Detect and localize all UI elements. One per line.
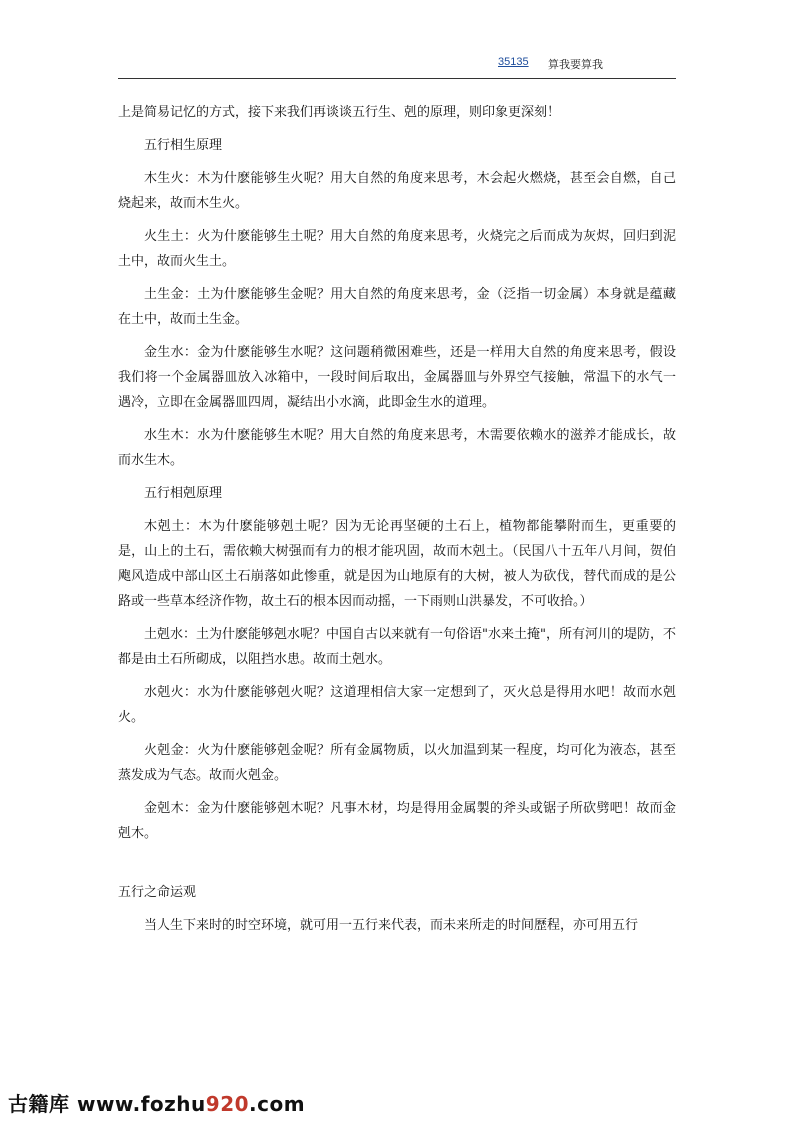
paragraph-wood-fire: 木生火：木为什麽能够生火呢？用大自然的角度来思考，木会起火燃烧，甚至会自燃，自己烧起来，故而木生火。 bbox=[118, 171, 676, 211]
paragraph-metal-water: 金生水：金为什麽能够生水呢？这问题稍微困难些，还是一样用大自然的角度来思考，假设我们将一个金属器皿放入冰箱中，一段时间后取出，金属器皿与外界空气接触，常温下的水气一遇冷，立即在金属器皿四周，凝结出小水滴，此即金生水的道理。 bbox=[118, 345, 676, 410]
footer-brand: 古籍库 www.fozhu bbox=[8, 1092, 206, 1116]
footer-watermark bbox=[8, 1088, 305, 1117]
paragraph-fire-earth: 火生土：火为什麽能够生土呢？用大自然的角度来思考，火烧完之后而成为灰烬，回归到泥土中，故而火生土。 bbox=[118, 229, 676, 269]
paragraph-water-fire: 水剋火：水为什麽能够剋火呢？这道理相信大家一定想到了，灭火总是得用水吧！故而水剋火。 bbox=[118, 685, 676, 725]
paragraph-wood-earth: 木剋土：木为什麽能够剋土呢？因为无论再坚硬的土石上，植物都能攀附而生，更重要的是，山上的土石，需依赖大树强而有力的根才能巩固，故而木剋土。（民国八十五年八月间，贺伯飑风造成中部山区土石崩落如此惨重，就是因为山地原有的大树，被人为砍伐，替代而成的是公路或一些草本经济作物，故土石的根本因而动摇，一下雨则山洪暴发，不可收拾。） bbox=[118, 519, 676, 609]
section-heading-destiny: 五行之命运观 bbox=[118, 885, 197, 900]
paragraph-fire-metal: 火剋金：火为什麽能够剋金呢？所有金属物质，以火加温到某一程度，均可化为液态，甚至蒸发成为气态。故而火剋金。 bbox=[118, 743, 676, 783]
header-site-title: 算我要算我 bbox=[548, 59, 603, 71]
section-heading-generating: 五行相生原理 bbox=[144, 138, 223, 153]
paragraph-earth-metal: 土生金：土为什麽能够生金呢？用大自然的角度来思考，金（泛指一切金属）本身就是蕴藏在土中，故而土生金。 bbox=[118, 287, 676, 327]
footer-brand-number: 920 bbox=[205, 1092, 250, 1116]
section-heading-overcoming: 五行相剋原理 bbox=[144, 486, 223, 501]
page-header bbox=[118, 56, 676, 79]
paragraph-water-wood: 水生木：水为什麽能够生木呢？用大自然的角度来思考，木需要依赖水的滋养才能成长，故而水生木。 bbox=[118, 428, 676, 468]
paragraph-destiny: 当人生下来时的时空环境，就可用一五行来代表，而未来所走的时间歷程，亦可用五行 bbox=[144, 918, 639, 933]
paragraph-metal-wood: 金剋木：金为什麽能够剋木呢？凡事木材，均是得用金属製的斧头或锯子所砍劈吧！故而金剋木。 bbox=[118, 801, 676, 841]
page-number-link[interactable]: 35135 bbox=[498, 56, 529, 68]
footer-brand-suffix: .com bbox=[249, 1092, 306, 1116]
intro-paragraph: 上是简易记忆的方式，接下来我们再谈谈五行生、剋的原理，则印象更深刻！ bbox=[118, 105, 561, 120]
paragraph-earth-water: 土剋水：土为什麽能够剋水呢？中国自古以来就有一句俗语"水来土掩"，所有河川的堤防，不都是由土石所砌成，以阻挡水患。故而土剋水。 bbox=[118, 627, 676, 667]
document-body bbox=[118, 100, 676, 946]
